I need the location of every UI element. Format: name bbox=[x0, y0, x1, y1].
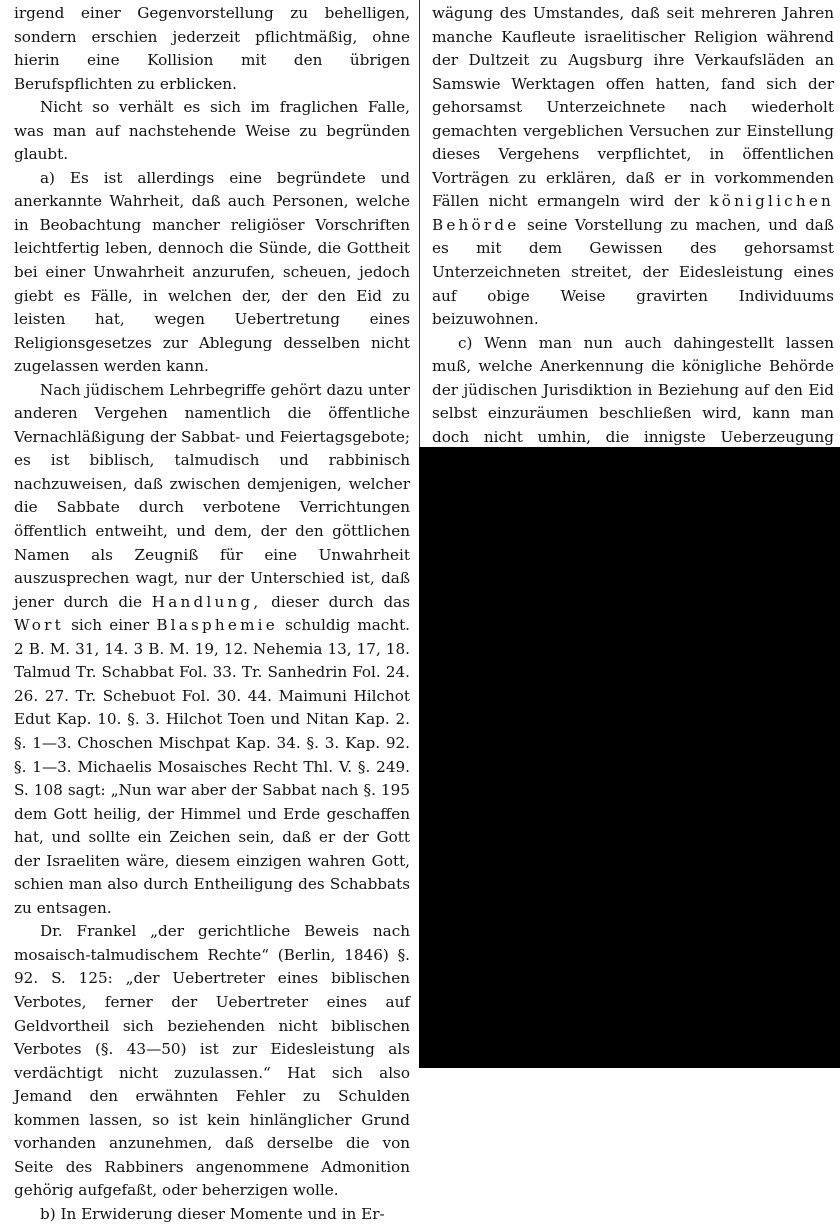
left-column bbox=[14, 2, 410, 1226]
paragraph-c: c) Wenn man nun auch dahingestellt lassen muß, welche Anerkennung die königliche Behörde der jüdischen Jurisdiktion in Beziehung auf den Eid selbst einzuräumen beschließen wird, kann man doch nicht umhin, die innigste Ueberzeugung bbox=[432, 333, 834, 446]
emphasis-wort: Wort bbox=[14, 616, 64, 635]
emphasis-behoerde: königlichen Behörde bbox=[432, 192, 835, 234]
b-text-1: wägung des Umstandes, daß seit mehreren Jahren manche Kaufleute israelitischer Religion während der Dultzeit zu Augsburg ihre Verkaufsläden an Samswie Werktagen offen hatten, fand sich der gehorsamst Unterzeichnete nach wiederholt gemachten vergeblichen Versuchen zur Einstellung dieses Vergehens verpflichtet, in öffentlichen Vorträgen zu erklären, daß er in vorkommenden Fällen nicht ermangeln wird der bbox=[432, 4, 834, 211]
paragraph-frankel: Dr. Frankel „der gerichtliche Beweis nach mosaisch-talmudischem Rechte“ (Berlin, 1846) §. 92. S. 125: „der Uebertreter eines biblischen Verbotes, ferner der Uebertreter eines auf Geldvortheil sich beziehenden nicht biblischen Verbotes (§. 43—50) ist zur Eidesleistung als verdächtigt nicht zuzulassen.“ Hat sich also Jemand den erwähnten Fehler zu Schulden kommen lassen, so ist kein hinlänglicher Grund vorhanden anzunehmen, daß derselbe die von Seite des Rabbiners angenommene Admonition gehörig aufgefaßt, oder beherzigen wolle. bbox=[14, 922, 410, 1200]
doctrine-text-2: dieser durch das bbox=[271, 592, 411, 611]
redacted-block bbox=[419, 447, 840, 1068]
doctrine-text-1: Nach jüdischem Lehrbegriffe gehört dazu unter anderen Vergehen namentlich die öffentliche Vernachläßigung der Sabbat- und Feiertagsgebote; es ist biblisch, talmudisch und rabbinisch nachzuweisen, daß zwischen demjenigen, welcher die Sabbate durch verbotene Verrichtungen öffentlich entweiht, und dem, der den göttlichen Namen als Zeugniß für eine Unwahrheit auszusprechen wagt, nur der Unterschied ist, daß jener durch die bbox=[14, 380, 410, 611]
b-text-2: seine Vorstellung zu machen, und daß es mit dem Gewissen des gehorsamst Unterzeichneten streitet, der Eidesleistung eines auf obige Weise gravirten Individuums beizuwohnen. bbox=[432, 215, 834, 329]
emphasis-handlung: Handlung, bbox=[151, 592, 262, 611]
doctrine-text-3: sich einer bbox=[71, 616, 150, 635]
paragraph-a: a) Es ist allerdings eine begründete und anerkannte Wahrheit, daß auch Personen, welche in Beobachtung mancher religiöser Vorschriften leichtfertig leben, dennoch die Sünde, die Gottheit bei einer Unwahrheit anzurufen, scheuen, jedoch giebt es Fälle, in welchen der, der den Eid zu leisten hat, wegen Uebertretung eines Religionsgesetzes zur Ablegung desselben nicht zugelassen werden kann. bbox=[14, 168, 410, 376]
paragraph-continuation: irgend einer Gegenvorstellung zu behelligen, sondern erschien jederzeit pflichtmäßig, ohne hierin eine Kollision mit den übrigen Berufspflichten zu erblicken. bbox=[14, 4, 410, 93]
emphasis-blasphemie: Blasphemie bbox=[156, 616, 278, 635]
paragraph-intro: Nicht so verhält es sich im fraglichen Falle, was man auf nachstehende Weise zu begründen glaubt. bbox=[14, 98, 410, 164]
paragraph-b: b) In Erwiderung dieser Momente und in Er- bbox=[40, 1204, 385, 1223]
paragraph-doctrine bbox=[14, 379, 410, 921]
paragraph-b-continued bbox=[432, 2, 834, 332]
doctrine-text-4: schuldig macht. 2 B. M. 31, 14. 3 B. M. 19, 12. Nehemia 13, 17, 18. Talmud Tr. Schabbat Fol. 33. Tr. Sanhedrin Fol. 24. 26. 27. Tr. Schebuot Fol. 30. 44. Maimuni Hilchot Edut Kap. 10. §. 3. Hilchot Toen und Nitan Kap. 2. §. 1—3. Choschen Mischpat Kap. 34. §. 3. Kap. 92. §. 1—3. Michaelis Mosaisches Recht Thl. V. §. 249. S. 108 sagt: „Nun war aber der Sabbat nach §. 195 dem Gott heilig, der Himmel und Erde geschaffen hat, und sollte ein Zeichen sein, daß er der Gott der Israeliten wäre, diesem einzigen wahren Gott, schien man also durch Entheiligung des Schabbats zu entsagen. bbox=[14, 616, 411, 917]
